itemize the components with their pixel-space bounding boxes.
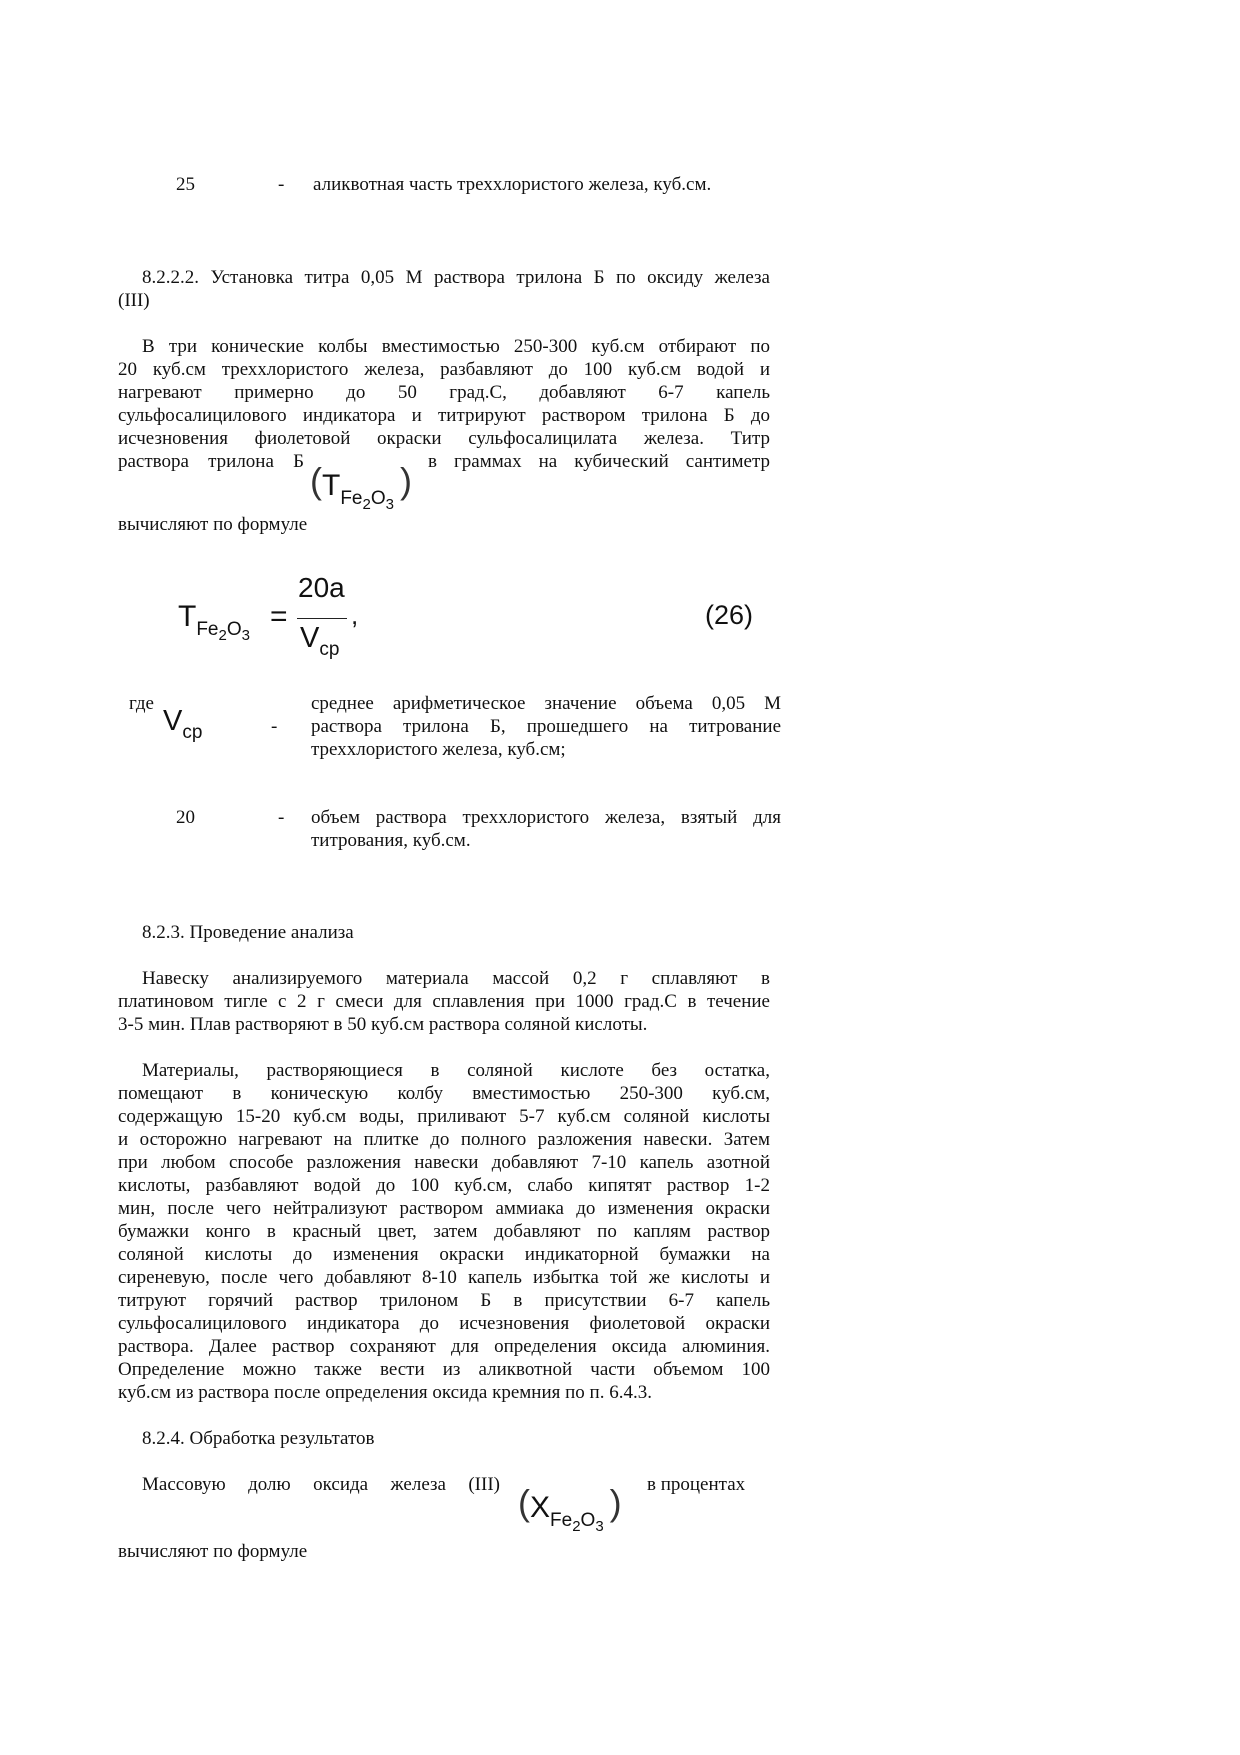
formula-equals: = bbox=[270, 600, 288, 633]
section-8222-heading-line2: (III) bbox=[118, 290, 150, 311]
vcp-definition-line: треххлористого железа, куб.см; bbox=[311, 739, 566, 760]
aliquot-definition-row bbox=[0, 173, 1240, 197]
titer-sub-3: 3 bbox=[385, 496, 394, 513]
left-paren: ( bbox=[518, 1482, 530, 1523]
twenty-definition-line: объем раствора треххлористого железа, взятый для bbox=[311, 807, 781, 828]
fraction-bar bbox=[297, 618, 347, 619]
vcp-definition-line: среднее арифметическое значение объема 0,05 М bbox=[311, 693, 781, 714]
twenty-symbol: 20 bbox=[176, 807, 195, 828]
titer-sub-o: O bbox=[370, 488, 386, 509]
formula-denominator bbox=[300, 622, 340, 660]
calc-text-1: вычисляют по формуле bbox=[118, 514, 308, 535]
inline-titer-symbol bbox=[310, 460, 412, 513]
formula-number: (26) bbox=[705, 600, 754, 630]
paragraph-line: исчезновения фиолетовой окраски сульфосалицилата железа. Титр bbox=[118, 428, 770, 449]
paragraph-line: сульфосалицилового индикатора до исчезновения фиолетовой окраски bbox=[118, 1313, 770, 1334]
paragraph-line: и осторожно нагревают на плитке до полного разложения навески. Затем bbox=[118, 1129, 770, 1150]
paragraph-line-left: раствора трилона Б bbox=[118, 451, 304, 472]
paragraph-line: бумажки конго в красный цвет, затем добавляют по каплям раствор bbox=[118, 1221, 770, 1242]
mass-fraction-text-right: в процентах bbox=[647, 1474, 746, 1495]
section-824-heading: 8.2.4. Обработка результатов bbox=[142, 1428, 375, 1449]
titer-sub-fe: Fe bbox=[340, 488, 363, 509]
x-sub-3: 3 bbox=[595, 1518, 604, 1535]
formula-lhs-2: 2 bbox=[218, 627, 227, 644]
paragraph-line: нагревают примерно до 50 град.С, добавляют 6-7 капель bbox=[118, 382, 770, 403]
right-paren: ) bbox=[399, 460, 412, 501]
twenty-dash: - bbox=[278, 807, 285, 828]
aliquot-text: аликвотная часть треххлористого железа, куб.см. bbox=[313, 174, 712, 195]
left-paren: ( bbox=[310, 460, 322, 501]
section-8222-heading-line1: 8.2.2.2. Установка титра 0,05 М раствора трилона Б по оксиду железа bbox=[142, 267, 770, 288]
paragraph-line-right: в граммах на кубический сантиметр bbox=[428, 451, 770, 472]
paragraph-line: Определение можно также вести из аликвотной части объемом 100 bbox=[118, 1359, 770, 1380]
formula-numerator: 20a bbox=[298, 572, 345, 603]
x-sub-2: 2 bbox=[572, 1518, 581, 1535]
denominator-main: V bbox=[300, 622, 320, 654]
formula-comma: , bbox=[351, 600, 359, 630]
paragraph-line: куб.см из раствора после определения оксида кремния по п. 6.4.3. bbox=[118, 1382, 652, 1403]
vcp-symbol bbox=[163, 705, 203, 743]
section-823-heading: 8.2.3. Проведение анализа bbox=[142, 922, 354, 943]
x-sub-fe: Fe bbox=[550, 1510, 573, 1531]
paragraph-line: помещают в коническую колбу вместимостью 250-300 куб.см, bbox=[118, 1083, 770, 1104]
paragraph-line: сиреневую, после чего добавляют 8-10 капель избытка той же кислоты и bbox=[118, 1267, 770, 1288]
vcp-dash: - bbox=[271, 716, 278, 737]
where-label: где bbox=[129, 693, 154, 714]
aliquot-symbol: 25 bbox=[176, 174, 195, 195]
vcp-sub: cp bbox=[182, 722, 203, 743]
paragraph-line: титруют горячий раствор трилоном Б в присутствии 6-7 капель bbox=[118, 1290, 770, 1311]
paragraph-line: платиновом тигле с 2 г смеси для сплавления при 1000 град.С в течение bbox=[118, 991, 770, 1012]
paragraph-line: при любом способе разложения навески добавляют 7-10 капель азотной bbox=[118, 1152, 770, 1173]
paragraph-line: содержащую 15-20 куб.см воды, приливают 5-7 куб.см соляной кислоты bbox=[118, 1106, 770, 1127]
paragraph-line: сульфосалицилового индикатора и титрируют раствором трилона Б до bbox=[118, 405, 770, 426]
x-sub-o: O bbox=[580, 1510, 596, 1531]
titer-symbol-main: T bbox=[322, 469, 341, 502]
paragraph-line: Навеску анализируемого материала массой 0,2 г сплавляют в bbox=[142, 968, 770, 989]
vcp-main: V bbox=[163, 705, 183, 737]
vcp-definition-line: раствора трилона Б, прошедшего на титрование bbox=[311, 716, 781, 737]
x-fe2o3-symbol bbox=[518, 1482, 622, 1535]
paragraph-line: мин, после чего нейтрализуют раствором аммиака до изменения окраски bbox=[118, 1198, 770, 1219]
formula-lhs bbox=[178, 600, 250, 644]
titer-sub-2: 2 bbox=[362, 496, 371, 513]
paragraph-line: В три конические колбы вместимостью 250-300 куб.см отбирают по bbox=[142, 336, 770, 357]
calc-text-2: вычисляют по формуле bbox=[118, 1541, 308, 1562]
paragraph-line: 3-5 мин. Плав растворяют в 50 куб.см раствора соляной кислоты. bbox=[118, 1014, 648, 1035]
aliquot-dash: - bbox=[278, 174, 285, 195]
formula-lhs-3: 3 bbox=[241, 627, 250, 644]
paragraph-line: Материалы, растворяющиеся в соляной кислоте без остатка, bbox=[142, 1060, 770, 1081]
paragraph-line: раствора. Далее раствор сохраняют для определения оксида алюминия. bbox=[118, 1336, 770, 1357]
formula-lhs-fe: Fe bbox=[196, 619, 219, 640]
paragraph-line: кислоты, разбавляют водой до 100 куб.см, слабо кипятят раствор 1-2 bbox=[118, 1175, 770, 1196]
denominator-sub: cp bbox=[319, 639, 340, 660]
x-symbol-main: X bbox=[530, 1491, 551, 1524]
formula-lhs-o: O bbox=[226, 619, 242, 640]
mass-fraction-text-left: Массовую долю оксида железа (III) bbox=[142, 1474, 500, 1495]
twenty-definition-line: титрования, куб.см. bbox=[311, 830, 471, 851]
formula-26 bbox=[0, 572, 1240, 668]
formula-lhs-main: T bbox=[178, 600, 197, 633]
right-paren: ) bbox=[609, 1482, 622, 1523]
paragraph-line: 20 куб.см треххлористого железа, разбавляют до 100 куб.см водой и bbox=[118, 359, 770, 380]
paragraph-line: соляной кислоты до изменения окраски индикаторной бумажки на bbox=[118, 1244, 770, 1265]
